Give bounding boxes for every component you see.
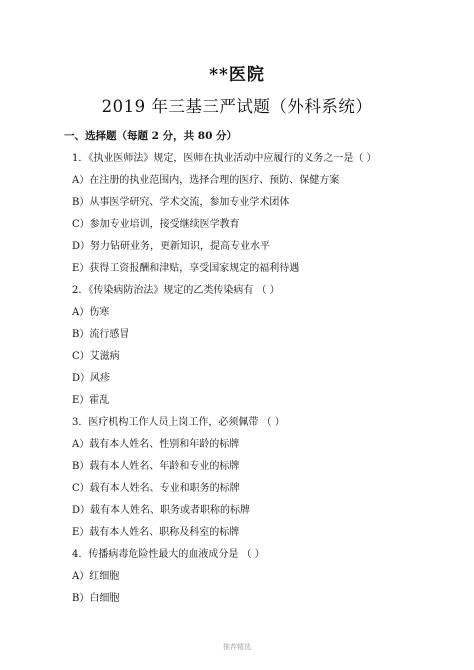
option-3b: B）载有本人姓名、年龄和专业的标牌: [72, 461, 240, 472]
question-1: 1．《执业医师法》规定，医师在执业活动中应履行的义务之一是（ ）: [72, 153, 377, 164]
option-1d: D）努力钻研业务，更新知识，提高专业水平: [72, 241, 271, 252]
section-heading: 一、选择题（每题 2 分，共 80 分）: [64, 130, 238, 142]
question-4: 4．传播病毒危险性最大的血液成分是 （ ）: [72, 549, 265, 560]
option-3c: C）载有本人姓名、专业和职务的标牌: [72, 483, 240, 494]
option-1a: A）在注册的执业范围内，选择合理的医疗、预防、保健方案: [72, 175, 340, 186]
option-1e: E）获得工资报酬和津贴，享受国家规定的福利待遇: [72, 263, 300, 274]
option-3e: E）载有本人姓名、职称及科室的标牌: [72, 527, 240, 538]
option-2b: B）流行感冒: [72, 329, 130, 340]
option-2c: C）艾滋病: [72, 351, 120, 362]
page-footer: 推荐精选: [223, 643, 251, 651]
option-2a: A）伤寒: [72, 307, 110, 318]
option-1c: C）参加专业培训，接受继续医学教育: [72, 219, 240, 230]
hospital-title: **医院: [209, 65, 265, 85]
option-3d: D）载有本人姓名、职务或者职称的标牌: [72, 505, 251, 516]
option-4a: A）红细胞: [72, 571, 120, 582]
option-2d: D）风疹: [72, 373, 111, 384]
question-list: [72, 148, 442, 610]
option-4b: B）白细胞: [72, 593, 120, 604]
exam-title: 2019 年三基三严试题（外科系统）: [101, 97, 373, 116]
option-3a: A）载有本人姓名、性别和年龄的标牌: [72, 439, 240, 450]
option-1b: B）从事医学研究、学术交流，参加专业学术团体: [72, 197, 290, 208]
question-2: 2．《传染病防治法》规定的乙类传染病有 （ ）: [72, 285, 280, 296]
option-2e: E）霍乱: [72, 395, 110, 406]
question-3: 3．医疗机构工作人员上岗工作，必须佩带 （ ）: [72, 417, 285, 428]
